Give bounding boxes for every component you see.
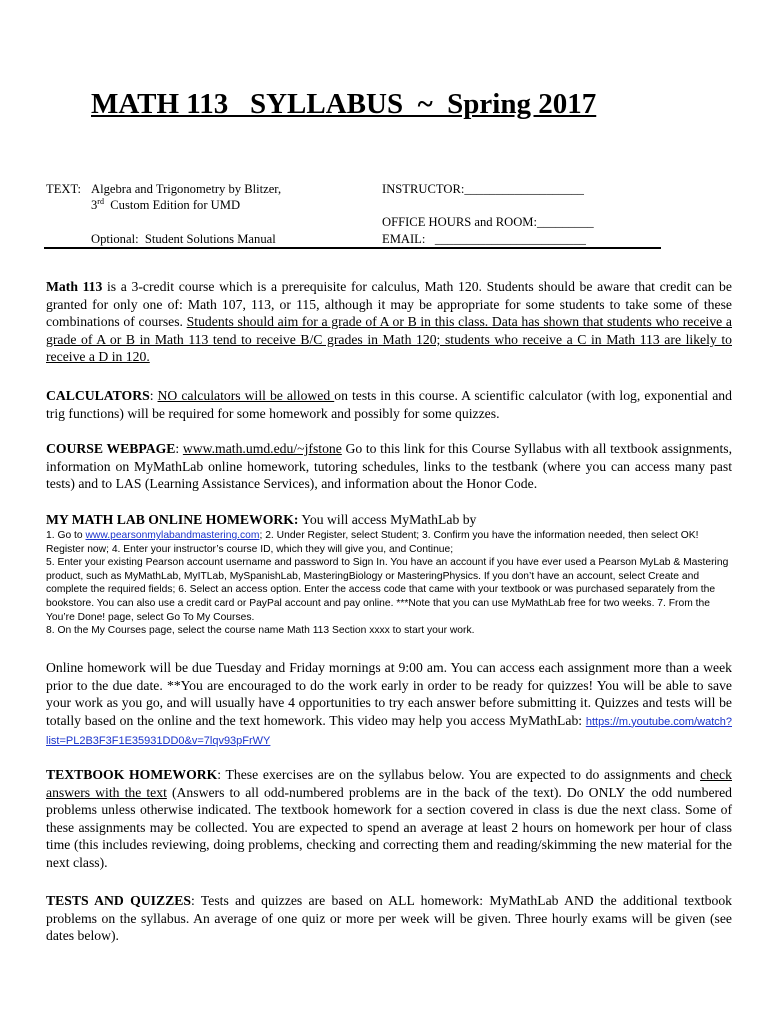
online-homework-paragraph: [46, 659, 732, 751]
steps-1-4: [46, 529, 736, 556]
email-field: EMAIL: ________________________: [382, 232, 586, 246]
calculators-underlined: NO calculators will be allowed: [157, 388, 335, 403]
webpage-link[interactable]: www.math.umd.edu/~jfstone: [182, 441, 342, 456]
intro-text: is a 3-credit course which is a prerequisite for calculus, Math 120. Students should be aware that credit can be granted for only one of: Math 107, 113, or 115, although it may be appropriate for some students to take some of these combinations of courses.: [46, 279, 732, 330]
calculators-paragraph: [46, 387, 732, 422]
tests-paragraph: [46, 892, 732, 945]
edition-rest: Custom Edition for UMD: [110, 198, 241, 212]
step1-text: 1. Go to: [46, 530, 86, 541]
intro-lead: Math 113: [46, 279, 103, 294]
mymathlab-intro: You will access MyMathLab by: [298, 512, 477, 527]
textbook-title: Algebra and Trigonometry by Blitzer,: [91, 182, 282, 196]
steps-2-4-text: ; 2. Under Register, select Student; 3. Confirm you have the information needed, then select OK! Register now; 4. Enter your instructor’s course ID, which they will give you, and Continue;: [46, 530, 699, 555]
mymathlab-heading-line: [46, 511, 732, 529]
mymathlab-heading: MY MATH LAB ONLINE HOMEWORK:: [46, 512, 299, 527]
calculators-text: on tests in this course. A scientific calculator (with log, exponential and trig functions) will be required for some homework and possibly for some quizzes.: [46, 388, 732, 421]
webpage-colon: :: [175, 441, 183, 456]
intro-underlined: Students should aim for a grade of A or B in this class. Data has shown that students who receive a grade of A or B in Math 113 tend to receive B/C grades in Math 120; students who receive a C in Math 113 are likely to receive a D in 120.: [46, 314, 732, 365]
tests-heading: TESTS AND QUIZZES: [46, 893, 191, 908]
header-divider: [44, 247, 661, 249]
textbook-edition: [91, 197, 240, 213]
edition-suffix: rd: [97, 196, 104, 206]
calculators-heading: CALCULATORS: [46, 388, 150, 403]
office-hours-field: OFFICE HOURS and ROOM:_________: [382, 215, 594, 229]
tests-text: : Tests and quizzes are based on ALL homework: MyMathLab AND the additional textbook problems on the syllabus. An average of one quiz or more per week will be given. Three hourly exams will be given (see dates below).: [46, 893, 733, 944]
calculators-colon: :: [149, 388, 158, 403]
edition-number: 3: [91, 198, 98, 212]
textbook-text-b: (Answers to all odd-numbered problems are in the back of the text). Do ONLY the odd numbered problems unless otherwise indicated. The textbook homework for a section covered in class is due the next class. Some of these assignments may be collected. You are expected to spend an average at least 2 hours on homework per hour of class time (this includes reviewing, doing problems, checking and correcting them and reading/skimming the new material for the next class).: [46, 784, 733, 870]
webpage-paragraph: [46, 440, 732, 493]
steps-5-7: 5. Enter your existing Pearson account username and password to Sign In. You have an account if you have ever used a Pearson MyLab & Mastering product, such as MyMathLab, MyITLab, MySpanishLab, MasteringBiology or MasteringPhysics. If you don’t have an account, select Create and complete the required fields; 6. Select an access option. Enter the access code that came with your textbook or was purchased separately from the bookstore. You can also use a credit card or PayPal account and pay online. ***Note that you can use MyMathLab free for two weeks. 7. From the You’re Done! page, select Go To My Courses.: [46, 557, 729, 623]
video-link[interactable]: https://m.youtube.com/watch?list=PL2B3F3F1E35931DD0&v=7lqv93pFrWY: [46, 715, 732, 748]
text-label: TEXT:: [46, 182, 82, 196]
textbook-heading: TEXTBOOK HOMEWORK: [46, 767, 218, 782]
instructor-field: INSTRUCTOR:___________________: [382, 182, 584, 196]
webpage-text: Go to this link for this Course Syllabus with all textbook assignments, information on MyMathLab online homework, tutoring schedules, links to the testbank (where you can access many past tests) and to LAS (Learning Assistance Services), and information about the Honor Code.: [46, 441, 733, 492]
step-8: 8. On the My Courses page, select the course name Math 113 Section xxxx to start your work.: [46, 625, 475, 637]
online-text: Online homework will be due Tuesday and Friday mornings at 9:00 am. You can access each assignment more than a week prior to the due date. **You are encouraged to do the work early in order to be ready for quizzes! You will be able to save your work as you go, and will usually have 4 opportunities to try each answer before submitting it. Quizzes and tests will be totally based on the online and the text homework. This video may help you access MyMathLab:: [46, 660, 732, 728]
intro-paragraph: [46, 278, 732, 366]
textbook-text-a: : These exercises are on the syllabus below. You are expected to do assignments and: [217, 767, 701, 782]
mymathlab-steps: [46, 529, 736, 638]
textbook-underlined: check answers with the text: [46, 767, 732, 800]
pearson-link[interactable]: www.pearsonmylabandmastering.com: [85, 530, 260, 541]
page-title: MATH 113 SYLLABUS ~ Spring 2017: [91, 88, 597, 120]
optional-text: Optional: Student Solutions Manual: [91, 232, 276, 246]
textbook-homework-paragraph: [46, 766, 732, 872]
webpage-heading: COURSE WEBPAGE: [46, 441, 176, 456]
